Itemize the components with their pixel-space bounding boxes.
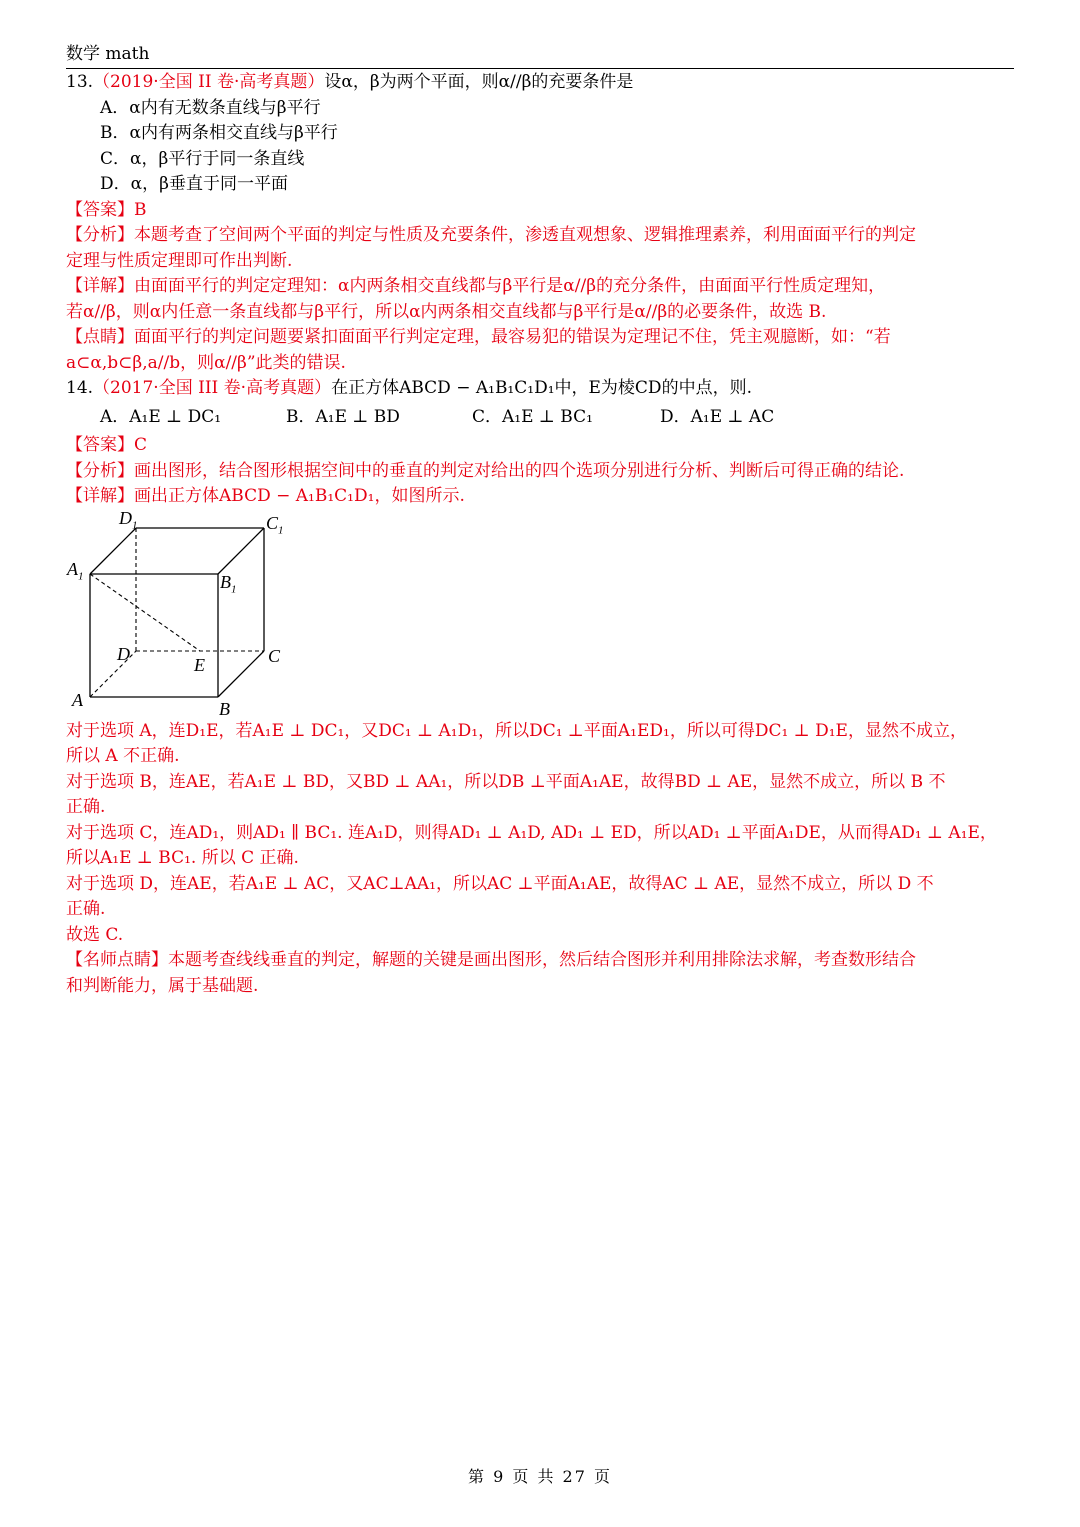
q14-conclusion: 故选 C. <box>66 924 124 945</box>
label-b: B <box>219 698 230 719</box>
q13-stem-line <box>66 70 1016 96</box>
q13-source: （2019·全国 II 卷·高考真题） <box>93 72 325 92</box>
label-c: C <box>268 645 281 666</box>
q13-answer: 【答案】B <box>66 199 147 220</box>
label-e: E <box>194 654 205 675</box>
q14-reason-a-2: 所以 A 不正确. <box>66 746 180 766</box>
label-a1: $A_1$ <box>67 558 84 583</box>
q14-reason-d-2: 正确. <box>66 899 106 919</box>
page-footer: 第 9 页 共 27 页 <box>468 1467 612 1486</box>
q13-option-b: B．α内有两条相交直线与β平行 <box>100 123 338 143</box>
q14-analysis: 【分析】画出图形，结合图形根据空间中的垂直的判定对给出的四个选项分别进行分析、判断后可得正确的结论. <box>66 460 905 481</box>
q13-analysis-1: 【分析】本题考查了空间两个平面的判定与性质及充要条件，渗透直观想象、逻辑推理素养，利用面面平行的判定 <box>66 225 916 245</box>
q14-famous-tip-1: 【名师点睛】本题考查线线垂直的判定，解题的关键是画出图形，然后结合图形并利用排除法求解，考查数形结合 <box>66 950 916 970</box>
q14-stem-line <box>66 376 1016 402</box>
q14-option-c: C．A₁E ⊥ BC₁ <box>472 406 593 427</box>
q13-tip-1: 【点睛】面面平行的判定问题要紧扣面面平行判定定理，最容易犯的错误为定理记不住，凭主观臆断，如：“若 <box>66 327 891 347</box>
q14-options <box>66 405 1016 431</box>
q13-detail-2: 若α//β，则α内任意一条直线都与β平行，所以α内两条相交直线都与β平行是α//β的必要条件，故选 B. <box>66 301 827 322</box>
q14-stem: 在正方体ABCD − A₁B₁C₁D₁中，E为棱CD的中点，则. <box>331 378 752 398</box>
cube-figure <box>66 507 296 719</box>
q14-reason-a-1: 对于选项 A，连D₁E，若A₁E ⊥ DC₁，又DC₁ ⊥ A₁D₁，所以DC₁ ⊥平面A₁ED₁，所以可得DC₁ ⊥ D₁E，显然不成立， <box>66 720 967 741</box>
label-b1: $B_1$ <box>220 571 237 596</box>
q13-number: 13. <box>66 72 94 92</box>
q13-option-d: D．α，β垂直于同一平面 <box>100 174 288 194</box>
label-d: D <box>117 643 130 664</box>
q14-reason-c-2: 所以A₁E ⊥ BC₁. 所以 C 正确. <box>66 848 299 868</box>
q14-option-d: D．A₁E ⊥ AC <box>660 406 775 427</box>
q14-reason-b-2: 正确. <box>66 797 106 817</box>
q14-option-a: A．A₁E ⊥ DC₁ <box>100 406 222 427</box>
q14-source: （2017·全国 III 卷·高考真题） <box>93 378 332 398</box>
header-title: 数学 math <box>66 44 150 64</box>
q13-tip-2: a⊂α,b⊂β,a//b，则α//β”此类的错误. <box>66 352 346 373</box>
q14-famous-tip-2: 和判断能力，属于基础题. <box>66 975 259 996</box>
q14-reason-d-1: 对于选项 D，连AE，若A₁E ⊥ AC，又AC⊥AA₁，所以AC ⊥平面A₁AE，故得AC ⊥ AE，显然不成立，所以 D 不 <box>66 873 934 894</box>
label-c1: $C_1$ <box>266 512 284 537</box>
q13-analysis-2: 定理与性质定理即可作出判断. <box>66 250 293 271</box>
page-header <box>66 42 1014 69</box>
q14-reason-c-1: 对于选项 C，连AD₁，则AD₁ ∥ BC₁. 连A₁D，则得AD₁ ⊥ A₁D, AD₁ ⊥ ED，所以AD₁ ⊥平面A₁DE，从而得AD₁ ⊥ A₁E， <box>66 822 997 843</box>
label-a: A <box>72 689 83 710</box>
q14-detail-intro: 【详解】画出正方体ABCD − A₁B₁C₁D₁，如图所示. <box>66 486 465 506</box>
label-d1: $D_1$ <box>119 507 138 532</box>
q14-reason-b-1: 对于选项 B，连AE，若A₁E ⊥ BD，又BD ⊥ AA₁，所以DB ⊥平面A₁AE，故得BD ⊥ AE，显然不成立，所以 B 不 <box>66 771 946 792</box>
document-body <box>66 70 1016 999</box>
q13-stem: 设α，β为两个平面，则α//β的充要条件是 <box>324 72 634 92</box>
q14-answer: 【答案】C <box>66 435 148 455</box>
cube-diagram <box>66 514 296 719</box>
q14-number: 14. <box>66 378 94 398</box>
q13-option-c: C．α，β平行于同一条直线 <box>100 148 305 169</box>
q13-detail-1: 【详解】由面面平行的判定定理知：α内两条相交直线都与β平行是α//β的充分条件，由面面平行性质定理知， <box>66 276 886 296</box>
q14-option-b: B．A₁E ⊥ BD <box>286 406 400 427</box>
q13-option-a: A．α内有无数条直线与β平行 <box>100 97 321 118</box>
